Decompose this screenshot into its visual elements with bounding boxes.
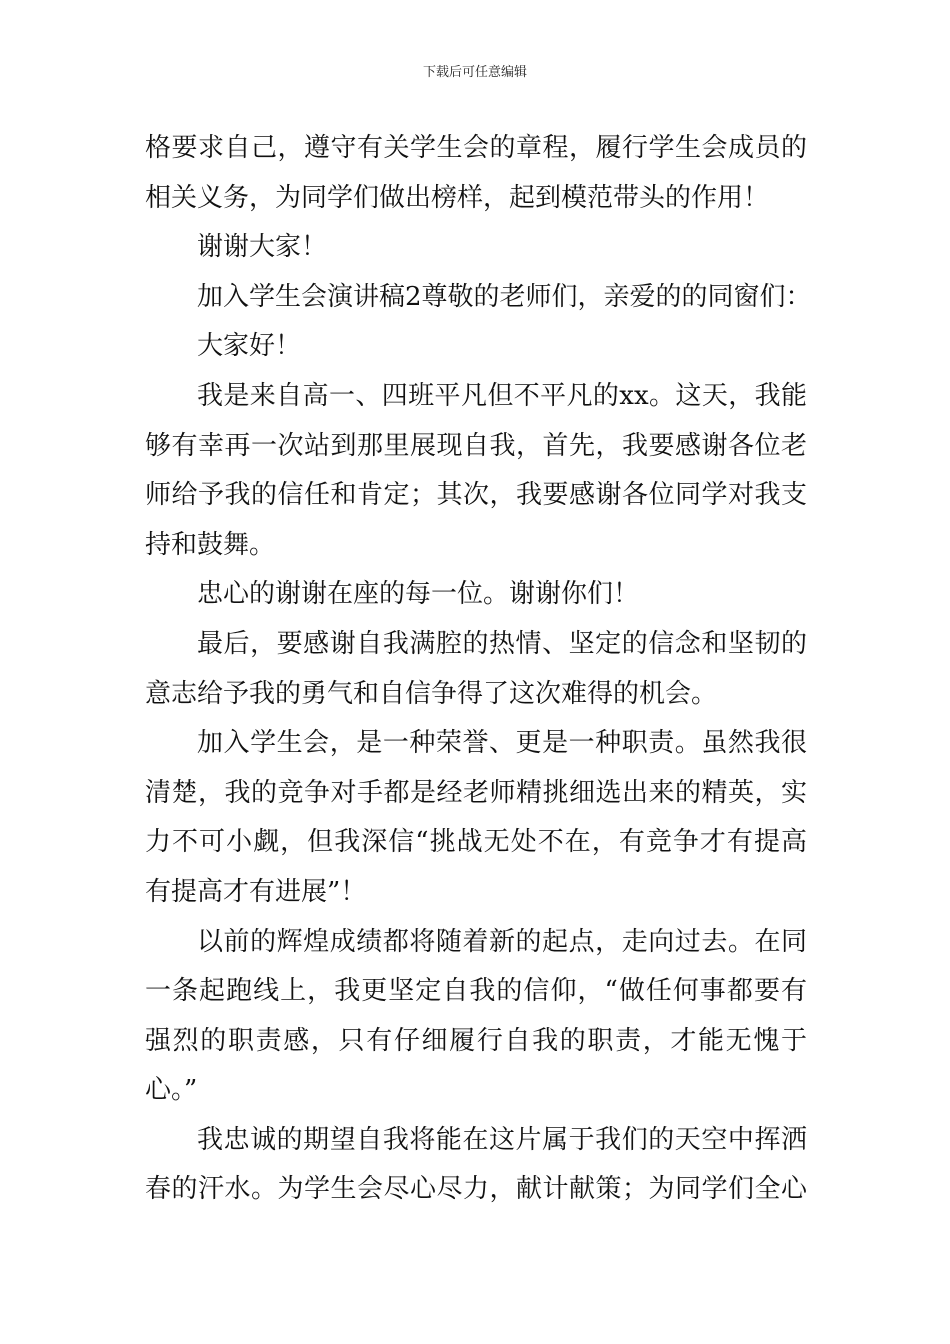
- text-line: 我忠诚的期望自我将能在这片属于我们的天空中挥洒: [197, 1124, 807, 1155]
- text-line: 清楚，我的竞争对手都是经老师精挑细选出来的精英，实: [145, 777, 807, 808]
- text-line: 力不可小觑，但我深信“挑战无处不在，有竞争才有提高: [145, 827, 807, 858]
- page-header: 下载后可任意编辑: [422, 65, 527, 80]
- text-line: 一条起跑线上，我更坚定自我的信仰，“做任何事都要有: [145, 976, 807, 1007]
- text-line: 够有幸再一次站到那里展现自我，首先，我要感谢各位老: [145, 430, 807, 461]
- text-line: 加入学生会，是一种荣誉、更是一种职责。虽然我很: [197, 728, 807, 759]
- text-line: 我是来自高一、四班平凡但不平凡的xx。这天，我能: [197, 380, 807, 411]
- text-line: 以前的辉煌成绩都将随着新的起点，走向过去。在同: [197, 926, 807, 957]
- text-line: 心。”: [145, 1075, 198, 1106]
- text-line: 相关义务，为同学们做出榜样，起到模范带头的作用！: [145, 182, 770, 213]
- text-line: 谢谢大家！: [197, 232, 328, 263]
- text-line: 大家好！: [197, 331, 302, 362]
- text-line: 最后，要感谢自我满腔的热情、坚定的信念和坚韧的: [197, 628, 807, 659]
- text-line: 春的汗水。为学生会尽心尽力，献计献策；为同学们全心: [145, 1174, 807, 1205]
- text-line: 格要求自己，遵守有关学生会的章程，履行学生会成员的: [145, 133, 807, 163]
- text-line: 强烈的职责感，只有仔细履行自我的职责，才能无愧于: [145, 1025, 807, 1056]
- text-line: 有提高才有进展”！: [145, 876, 367, 907]
- text-line: 持和鼓舞。: [145, 529, 276, 560]
- text-line: 意志给予我的勇气和自信争得了这次难得的机会。: [145, 678, 718, 709]
- text-line: 加入学生会演讲稿2尊敬的老师们，亲爱的的同窗们：: [197, 281, 812, 312]
- text-line: 忠心的谢谢在座的每一位。谢谢你们！: [197, 579, 640, 610]
- document-body: [145, 124, 812, 1215]
- text-line: 师给予我的信任和肯定；其次，我要感谢各位同学对我支: [145, 480, 807, 511]
